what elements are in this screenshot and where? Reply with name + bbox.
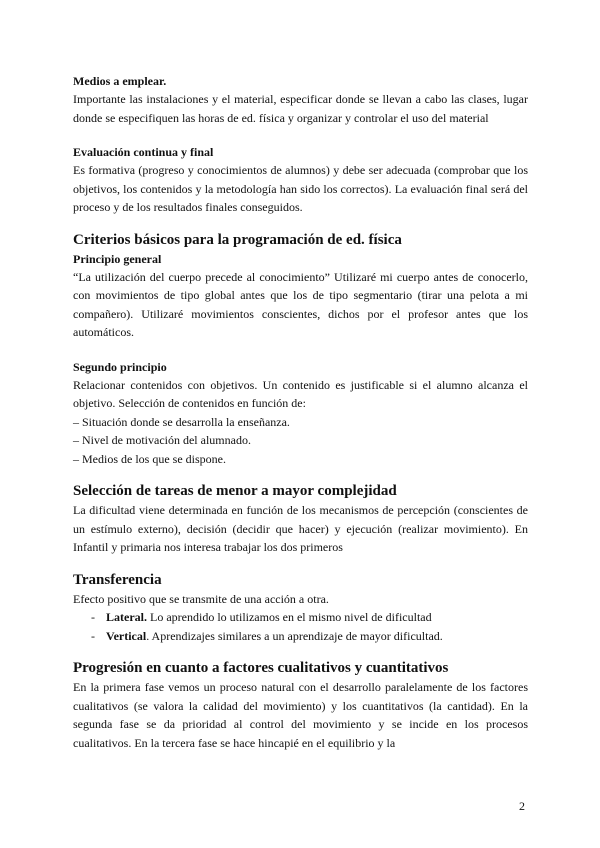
vertical-term: Vertical	[106, 628, 147, 643]
vertical-text: . Aprendizajes similares a un aprendizaje de mayor dificultad.	[146, 628, 443, 643]
evaluacion-body: Es formativa (progreso y conocimientos de alumnos) y debe ser adecuada (comprobar que los objetivos, los contenidos y la metodología han sido los correctos). La evaluación final será del proceso y de los resultados finales conseguidos.	[73, 163, 528, 214]
dash-bullet: -	[91, 610, 95, 624]
transferencia-list	[73, 608, 528, 645]
lateral-text: Lo aprendido lo utilizamos en el mismo nivel de dificultad	[147, 610, 432, 624]
medios-title: Medios a emplear.	[73, 74, 167, 88]
seleccion-heading: Selección de tareas de menor a mayor complejidad	[73, 483, 397, 499]
progresion-heading: Progresión en cuanto a factores cualitativos y cuantitativos	[73, 660, 449, 676]
dash-bullet: -	[91, 628, 95, 643]
evaluacion-title: Evaluación continua y final	[73, 145, 214, 159]
list-item: – Nivel de motivación del alumnado.	[73, 433, 251, 447]
seleccion-body: La dificultad viene determinada en función de los mecanismos de percepción (conscientes de un estímulo externo), decisión (decidir que hacer) y ejecución (realizar movimiento). En Infantil y primaria nos interesa trabajar los dos primeros	[73, 503, 528, 554]
page-content	[73, 72, 528, 752]
medios-body: Importante las instalaciones y el material, especificar donde se llevan a cabo las clases, lugar donde se especifiquen las horas de ed. física y organizar y controlar el uso del material	[73, 92, 528, 125]
criterios-heading: Criterios básicos para la programación de ed. física	[73, 231, 402, 248]
list-item: – Situación donde se desarrolla la enseñanza.	[73, 414, 290, 429]
segundo-principio-body: Relacionar contenidos con objetivos. Un contenido es justificable si el alumno alcanza el objetivo. Selección de contenidos en función de:	[73, 377, 528, 410]
list-item	[91, 608, 528, 627]
list-item	[91, 627, 528, 646]
progresion-body: En la primera fase vemos un proceso natural con el desarrollo paralelamente de los factores cualitativos (se valora la calidad del movimiento) y los cuantitativos (la cantidad). En la segunda fase se da prioridad al control del movimiento y se incide en los procesos cualitativos. En la tercera fase se hace hincapié en el equilibrio y la	[73, 680, 528, 750]
transferencia-heading: Transferencia	[73, 571, 162, 588]
page-number: 2	[519, 799, 525, 813]
segundo-principio-title: Segundo principio	[73, 359, 167, 374]
principio-general-body: “La utilización del cuerpo precede al conocimiento” Utilizaré mi cuerpo antes de conocerlo, con movimientos de tipo global antes que los de tipo segmentario (tirar una pelota a mi compañero). Utilizaré movimientos conscientes, dichos por el profesor antes que los automáticos.	[73, 269, 528, 339]
list-item: – Medios de los que se dispone.	[73, 451, 226, 466]
transferencia-intro: Efecto positivo que se transmite de una acción a otra.	[73, 591, 329, 606]
principio-general-title: Principio general	[73, 251, 162, 266]
lateral-term: Lateral.	[106, 610, 147, 624]
